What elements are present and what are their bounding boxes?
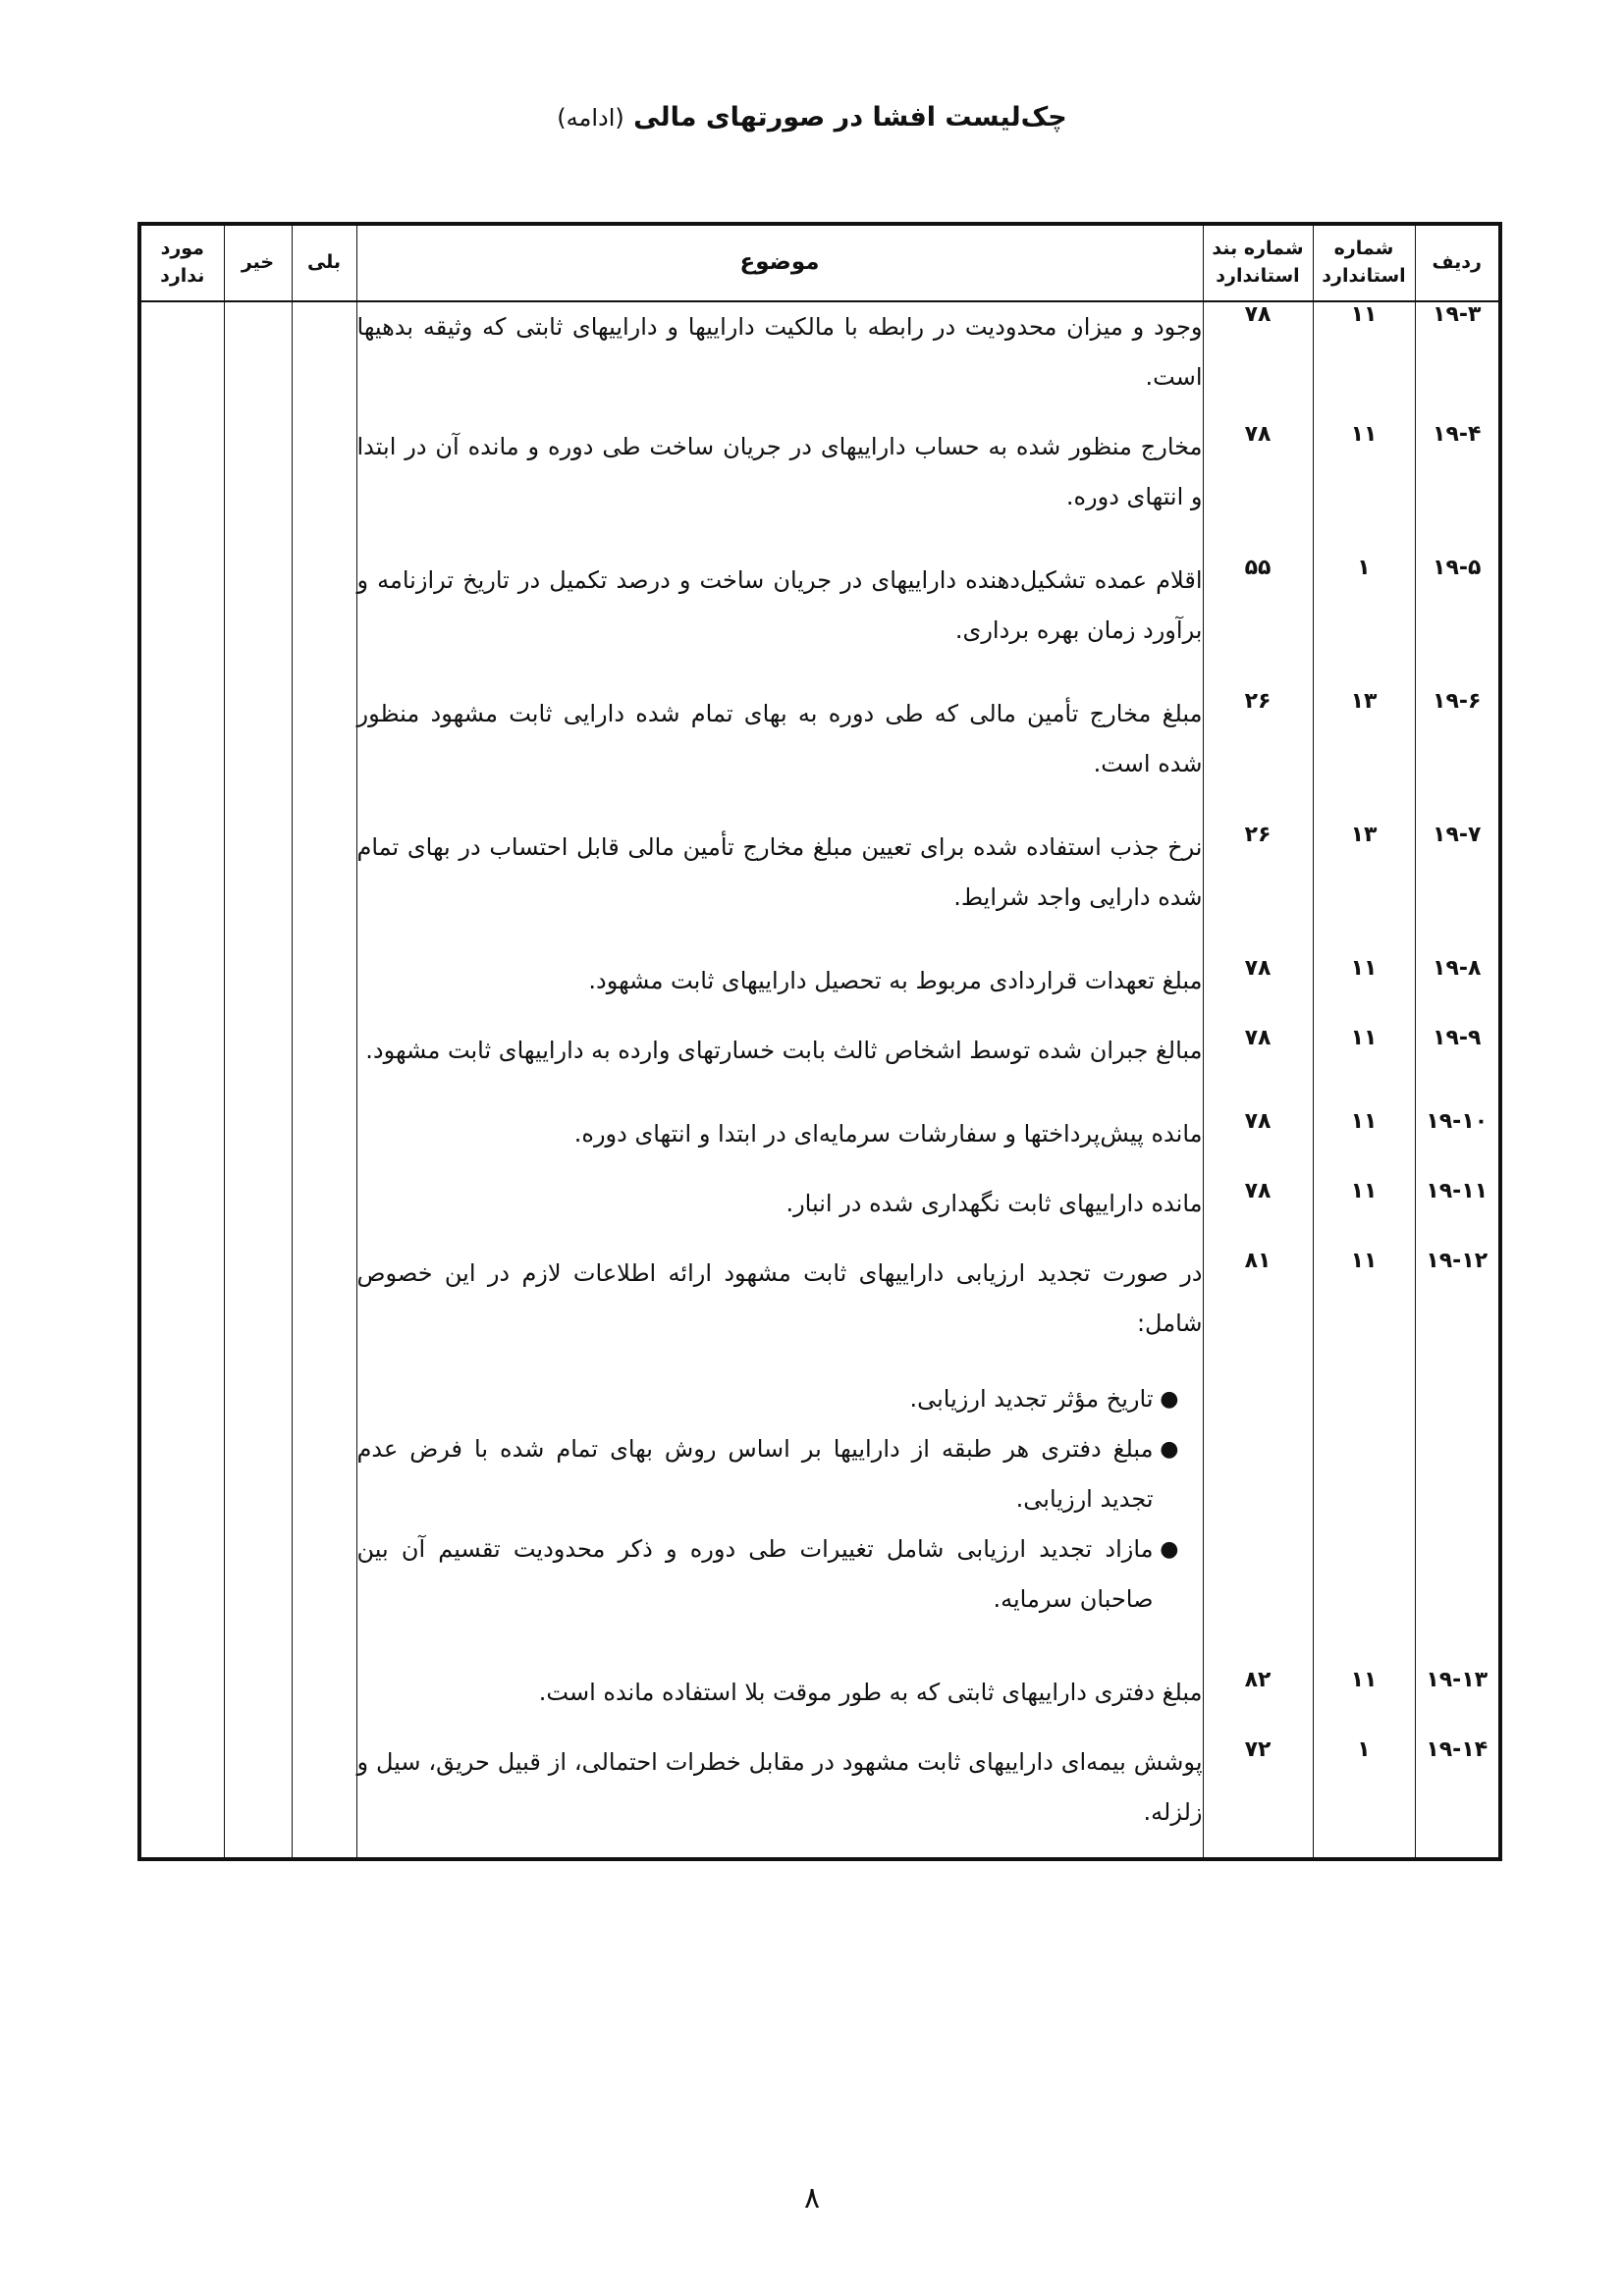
standard-number-cell: ۱۱ bbox=[1313, 422, 1415, 556]
subject-cell bbox=[356, 1179, 1203, 1249]
subject-cell bbox=[356, 1668, 1203, 1737]
paragraph-number-cell: ۷۸ bbox=[1203, 301, 1313, 422]
no-checkbox-cell[interactable] bbox=[224, 823, 292, 956]
standard-number-cell: ۱ bbox=[1313, 1737, 1415, 1859]
subject-cell bbox=[356, 956, 1203, 1026]
subject-text: مبلغ دفتری داراییهای ثابتی که به طور موقت بلا استفاده مانده است. bbox=[538, 1679, 1203, 1706]
row-number-cell: ۱۹-۱۲ bbox=[1415, 1249, 1500, 1668]
not-applicable-checkbox-cell[interactable] bbox=[139, 422, 224, 556]
bullet-icon: ● bbox=[1160, 1437, 1179, 1462]
no-checkbox-cell[interactable] bbox=[224, 1179, 292, 1249]
not-applicable-checkbox-cell[interactable] bbox=[139, 1668, 224, 1737]
no-checkbox-cell[interactable] bbox=[224, 422, 292, 556]
paragraph-number-cell: ۷۸ bbox=[1203, 1109, 1313, 1179]
row-number-cell: ۱۹-۳ bbox=[1415, 301, 1500, 422]
yes-checkbox-cell[interactable] bbox=[292, 689, 356, 823]
bullet-item bbox=[357, 1424, 1181, 1524]
table-row bbox=[139, 1737, 1500, 1859]
subject-cell bbox=[356, 689, 1203, 823]
subject-cell bbox=[356, 301, 1203, 422]
paragraph-number-cell: ۸۲ bbox=[1203, 1668, 1313, 1737]
yes-checkbox-cell[interactable] bbox=[292, 1109, 356, 1179]
title-suffix: (ادامه) bbox=[557, 104, 624, 132]
row-number-cell: ۱۹-۷ bbox=[1415, 823, 1500, 956]
yes-checkbox-cell[interactable] bbox=[292, 1026, 356, 1109]
subject-text: در صورت تجدید ارزیابی داراییهای ثابت مشهود ارائه اطلاعات لازم در این خصوص شامل: bbox=[356, 1259, 1203, 1337]
no-checkbox-cell[interactable] bbox=[224, 1668, 292, 1737]
not-applicable-checkbox-cell[interactable] bbox=[139, 1026, 224, 1109]
not-applicable-checkbox-cell[interactable] bbox=[139, 1737, 224, 1859]
standard-number-cell: ۱۱ bbox=[1313, 1668, 1415, 1737]
header-standard-no: شماره استاندارد bbox=[1313, 224, 1415, 301]
standard-number-cell: ۱ bbox=[1313, 556, 1415, 689]
yes-checkbox-cell[interactable] bbox=[292, 1737, 356, 1859]
no-checkbox-cell[interactable] bbox=[224, 1737, 292, 1859]
yes-checkbox-cell[interactable] bbox=[292, 1179, 356, 1249]
no-checkbox-cell[interactable] bbox=[224, 956, 292, 1026]
row-number-cell: ۱۹-۱۱ bbox=[1415, 1179, 1500, 1249]
no-checkbox-cell[interactable] bbox=[224, 1109, 292, 1179]
standard-number-cell: ۱۱ bbox=[1313, 1109, 1415, 1179]
table-row bbox=[139, 1249, 1500, 1668]
bullet-item bbox=[357, 1374, 1181, 1424]
bullet-icon: ● bbox=[1160, 1387, 1179, 1412]
no-checkbox-cell[interactable] bbox=[224, 301, 292, 422]
row-number-cell: ۱۹-۸ bbox=[1415, 956, 1500, 1026]
yes-checkbox-cell[interactable] bbox=[292, 1249, 356, 1668]
yes-checkbox-cell[interactable] bbox=[292, 556, 356, 689]
row-number-cell: ۱۹-۹ bbox=[1415, 1026, 1500, 1109]
row-number-cell: ۱۹-۱۳ bbox=[1415, 1668, 1500, 1737]
header-yes: بلی bbox=[292, 224, 356, 301]
standard-number-cell: ۱۱ bbox=[1313, 1179, 1415, 1249]
disclosure-checklist-table bbox=[137, 222, 1502, 1861]
bullet-item bbox=[357, 1524, 1181, 1625]
standard-number-cell: ۱۱ bbox=[1313, 956, 1415, 1026]
yes-checkbox-cell[interactable] bbox=[292, 823, 356, 956]
not-applicable-checkbox-cell[interactable] bbox=[139, 823, 224, 956]
subject-cell bbox=[356, 1026, 1203, 1109]
table-row bbox=[139, 301, 1500, 422]
standard-number-cell: ۱۳ bbox=[1313, 823, 1415, 956]
subject-text: اقلام عمده تشکیل‌دهنده داراییهای در جریان ساخت و درصد تکمیل در تاریخ ترازنامه و برآورد زمان بهره برداری. bbox=[356, 566, 1203, 644]
row-number-cell: ۱۹-۴ bbox=[1415, 422, 1500, 556]
bullet-icon: ● bbox=[1160, 1537, 1179, 1562]
paragraph-number-cell: ۷۸ bbox=[1203, 956, 1313, 1026]
paragraph-number-cell: ۷۸ bbox=[1203, 422, 1313, 556]
not-applicable-checkbox-cell[interactable] bbox=[139, 556, 224, 689]
yes-checkbox-cell[interactable] bbox=[292, 1668, 356, 1737]
subject-text: مبالغ جبران شده توسط اشخاص ثالث بابت خسارتهای وارده به داراییهای ثابت مشهود. bbox=[365, 1037, 1203, 1064]
subject-text: وجود و میزان محدودیت در رابطه با مالکیت داراییها و داراییهای ثابتی که وثیقه بدهیها است. bbox=[356, 313, 1203, 391]
page-title bbox=[0, 102, 1624, 133]
standard-number-cell: ۱۱ bbox=[1313, 1026, 1415, 1109]
page-number: ۸ bbox=[803, 2181, 821, 2216]
table-row bbox=[139, 689, 1500, 823]
subject-cell bbox=[356, 556, 1203, 689]
subject-cell bbox=[356, 1109, 1203, 1179]
bullet-text: مازاد تجدید ارزیابی شامل تغییرات طی دوره و ذکر محدودیت تقسیم آن بین صاحبان سرمایه. bbox=[356, 1535, 1154, 1613]
table-body bbox=[139, 301, 1500, 1859]
not-applicable-checkbox-cell[interactable] bbox=[139, 301, 224, 422]
subject-cell bbox=[356, 1737, 1203, 1859]
table-row bbox=[139, 422, 1500, 556]
not-applicable-checkbox-cell[interactable] bbox=[139, 689, 224, 823]
subject-bullet-list bbox=[357, 1374, 1203, 1625]
subject-text: نرخ جذب استفاده شده برای تعیین مبلغ مخارج تأمین مالی قابل احتساب در بهای تمام شده دارایی واجد شرایط. bbox=[356, 833, 1203, 911]
paragraph-number-cell: ۷۲ bbox=[1203, 1737, 1313, 1859]
standard-number-cell: ۱۱ bbox=[1313, 1249, 1415, 1668]
subject-text: مبلغ مخارج تأمین مالی که طی دوره به بهای تمام شده دارایی ثابت مشهود منظور شده است. bbox=[356, 700, 1203, 777]
standard-number-cell: ۱۳ bbox=[1313, 689, 1415, 823]
no-checkbox-cell[interactable] bbox=[224, 689, 292, 823]
row-number-cell: ۱۹-۵ bbox=[1415, 556, 1500, 689]
not-applicable-checkbox-cell[interactable] bbox=[139, 1179, 224, 1249]
paragraph-number-cell: ۲۶ bbox=[1203, 823, 1313, 956]
table-header-row bbox=[139, 224, 1500, 301]
row-number-cell: ۱۹-۶ bbox=[1415, 689, 1500, 823]
paragraph-number-cell: ۲۶ bbox=[1203, 689, 1313, 823]
no-checkbox-cell[interactable] bbox=[224, 1026, 292, 1109]
standard-number-cell: ۱۱ bbox=[1313, 301, 1415, 422]
header-no: خیر bbox=[224, 224, 292, 301]
subject-text: مانده پیش‌پرداختها و سفارشات سرمایه‌ای در ابتدا و انتهای دوره. bbox=[573, 1120, 1203, 1148]
subject-text: پوشش بیمه‌ای داراییهای ثابت مشهود در مقابل خطرات احتمالی، از قبیل حریق، سیل و زلزله. bbox=[356, 1748, 1203, 1826]
paragraph-number-cell: ۸۱ bbox=[1203, 1249, 1313, 1668]
title-main: چک‌لیست افشا در صورتهای مالی bbox=[633, 102, 1067, 133]
subject-text: مانده داراییهای ثابت نگهداری شده در انبار. bbox=[785, 1190, 1203, 1217]
table-row bbox=[139, 1026, 1500, 1109]
bullet-text: تاریخ مؤثر تجدید ارزیابی. bbox=[909, 1385, 1154, 1413]
not-applicable-checkbox-cell[interactable] bbox=[139, 956, 224, 1026]
paragraph-number-cell: ۷۸ bbox=[1203, 1179, 1313, 1249]
table-row bbox=[139, 556, 1500, 689]
yes-checkbox-cell[interactable] bbox=[292, 301, 356, 422]
table-row bbox=[139, 956, 1500, 1026]
header-subject: موضوع bbox=[356, 224, 1203, 301]
not-applicable-checkbox-cell[interactable] bbox=[139, 1249, 224, 1668]
subject-cell bbox=[356, 1249, 1203, 1668]
no-checkbox-cell[interactable] bbox=[224, 556, 292, 689]
paragraph-number-cell: ۷۸ bbox=[1203, 1026, 1313, 1109]
table-row bbox=[139, 1668, 1500, 1737]
header-row-no: ردیف bbox=[1415, 224, 1500, 301]
table-row bbox=[139, 1179, 1500, 1249]
header-not-applicable: مورد ندارد bbox=[139, 224, 224, 301]
not-applicable-checkbox-cell[interactable] bbox=[139, 1109, 224, 1179]
row-number-cell: ۱۹-۱۴ bbox=[1415, 1737, 1500, 1859]
subject-cell bbox=[356, 422, 1203, 556]
table-row bbox=[139, 1109, 1500, 1179]
bullet-text: مبلغ دفتری هر طبقه از داراییها بر اساس روش بهای تمام شده با فرض عدم تجدید ارزیابی. bbox=[356, 1435, 1154, 1513]
subject-text: مخارج منظور شده به حساب داراییهای در جریان ساخت طی دوره و مانده آن در ابتدا و انتهای دوره. bbox=[356, 433, 1203, 510]
header-paragraph-no: شماره بند استاندارد bbox=[1203, 224, 1313, 301]
subject-text: مبلغ تعهدات قراردادی مربوط به تحصیل داراییهای ثابت مشهود. bbox=[588, 967, 1203, 994]
paragraph-number-cell: ۵۵ bbox=[1203, 556, 1313, 689]
subject-cell bbox=[356, 823, 1203, 956]
row-number-cell: ۱۹-۱۰ bbox=[1415, 1109, 1500, 1179]
no-checkbox-cell[interactable] bbox=[224, 1249, 292, 1668]
yes-checkbox-cell[interactable] bbox=[292, 422, 356, 556]
yes-checkbox-cell[interactable] bbox=[292, 956, 356, 1026]
table-row bbox=[139, 823, 1500, 956]
